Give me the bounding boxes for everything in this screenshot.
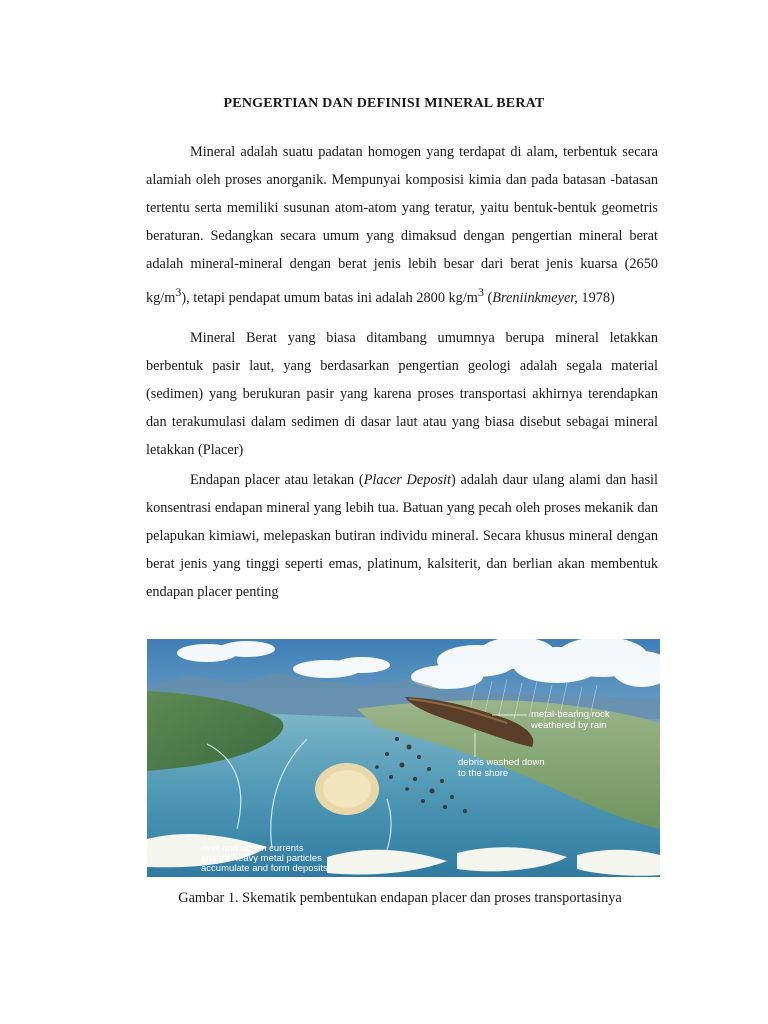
label-debris-2: to the shore: [458, 768, 509, 779]
label-metal-rock-1: metal-bearing rock: [531, 709, 610, 720]
paragraph-placer-deposit: [146, 466, 658, 606]
p1-text-d: 1978): [577, 289, 615, 306]
p1-text-c: (: [483, 289, 493, 306]
label-currents-1: river and ocean currents: [201, 843, 304, 854]
page-title: PENGERTIAN DAN DEFINISI MINERAL BERAT: [223, 96, 545, 111]
label-currents-2: ensure heavy metal particles: [201, 853, 322, 864]
label-metal-rock-2: weathered by rain: [531, 720, 607, 731]
paragraph-mineral-definition: [146, 138, 658, 312]
label-currents-3: accumulate and form deposits: [201, 863, 328, 874]
p1-text-a: Mineral adalah suatu padatan homogen yang terdapat di alam, terbentuk secara alamiah oleh proses anorganik. Mempunyai komposisi kimia dan pada batasan -batasan tertentu serta memiliki susunan atom-atom yang teratur, yaitu bentuk-bentuk geometris beraturan. Sedangkan secara umum yang dimaksud dengan pengertian mineral berat adalah mineral-mineral dengan berat jenis lebih besar dari berat jenis kuarsa (2650 kg/m: [146, 144, 658, 306]
placer-deposit-term: Placer Deposit: [363, 472, 451, 488]
label-debris-1: debris washed down: [458, 757, 545, 768]
p2-text: Mineral Berat yang biasa ditambang umumnya berupa mineral letakkan berbentuk pasir laut, yang berdasarkan pengertian geologi adalah segala material (sedimen) yang berukuran pasir yang karena proses transportasi akhirnya terendapkan dan terakumulasi dalam sedimen di dasar laut atau yang biasa disebut sebagai mineral letakkan (Placer): [146, 330, 658, 458]
figure-caption: Gambar 1. Skematik pembentukan endapan placer dan proses transportasinya: [178, 890, 622, 906]
superscript: 3: [477, 285, 484, 299]
p3-text-b: ) adalah daur ulang alami dan hasil konsentrasi endapan mineral yang lebih tua. Batuan yang pecah oleh proses mekanik dan pelapukan kimiawi, melepaskan butiran individu mineral. Secara khusus mineral dengan berat jenis yang tinggi seperti emas, platinum, kalsiterit, dan berlian akan membentuk endapan placer penting: [146, 472, 658, 600]
p3-text-a: Endapan placer atau letakan (: [190, 472, 364, 488]
superscript: 3: [175, 285, 182, 299]
citation: Breniinkmeyer,: [492, 289, 578, 306]
paragraph-heavy-mineral: [146, 324, 658, 464]
placer-formation-figure: [147, 639, 660, 877]
p1-text-b: ), tetapi pendapat umum batas ini adalah 2800 kg/m: [181, 289, 478, 306]
placer-illustration: [147, 639, 660, 877]
